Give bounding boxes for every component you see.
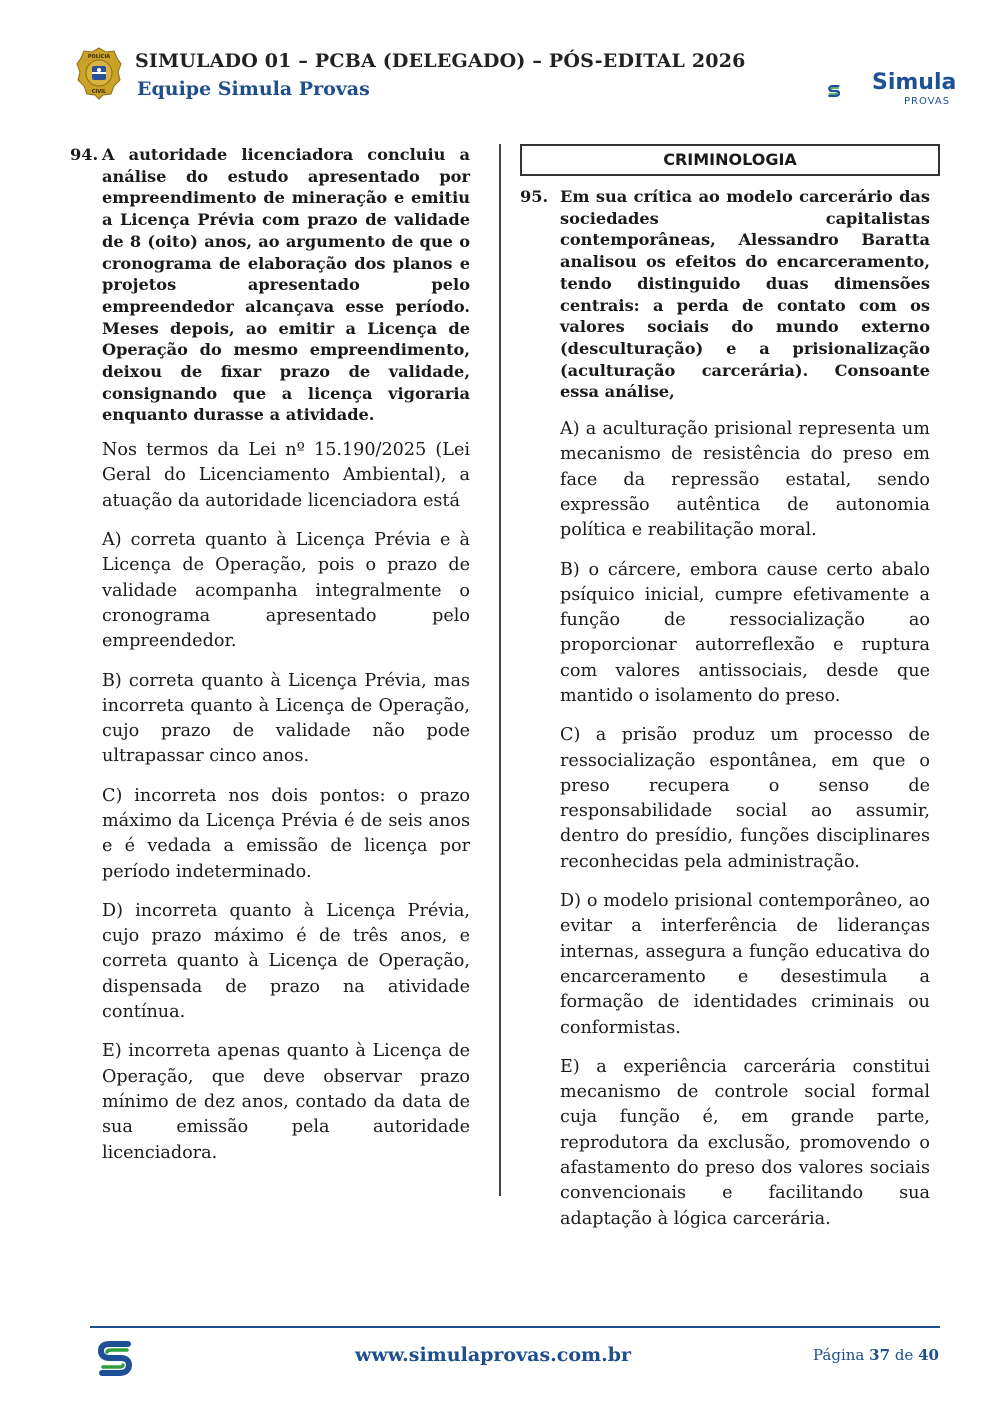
svg-text:POLÍCIA: POLÍCIA: [87, 54, 111, 60]
option-b: B) o cárcere, embora cause certo abalo psíquico inicial, cumpre efetivamente a função de ressocialização ao proporcionar autorreflexão e ruptura com valores antissociais, desde que mantido o isolamento do preso.: [560, 559, 930, 706]
section-heading: CRIMINOLOGIA: [520, 144, 940, 176]
option-c: C) incorreta nos dois pontos: o prazo máximo da Licença Prévia é de seis anos e é vedada a emissão de licença por período indeterminado.: [102, 785, 470, 882]
question-prompt: Nos termos da Lei nº 15.190/2025 (Lei Geral do Licenciamento Ambiental), a atuação da autoridade licenciadora está: [102, 440, 470, 511]
simula-logo-icon: [828, 70, 870, 112]
simula-footer-logo-icon: [96, 1338, 136, 1378]
option-d: D) o modelo prisional contemporâneo, ao evitar a interferência de lideranças internas, assegura a função educativa do encarceramento e desestimula a formação de identidades criminais ou conformistas.: [560, 891, 930, 1038]
footer-divider: [90, 1326, 940, 1328]
document-subtitle: Equipe Simula Provas: [137, 78, 370, 100]
page-header: [0, 0, 1000, 120]
option-a: A) correta quanto à Licença Prévia e à Licença de Operação, pois o prazo de validade acompanha integralmente o cronograma apresentado pelo empreendedor.: [102, 530, 470, 652]
page-label: Página: [813, 1346, 865, 1364]
question-95-body: [560, 417, 930, 1232]
logo-subtext: PROVAS: [904, 96, 951, 107]
left-column: [70, 144, 470, 1166]
page-total: 40: [918, 1346, 939, 1364]
question-94-body: [102, 438, 470, 1166]
option-a: A) a aculturação prisional representa um mecanismo de resistência do preso em face da repressão estatal, sendo expressão autêntica de autonomia política e reabilitação moral.: [560, 419, 930, 541]
option-e: E) incorreta apenas quanto à Licença de Operação, que deve observar prazo mínimo de dez anos, contado da data de sua emissão pela autoridade licenciadora.: [102, 1041, 470, 1163]
right-column: [520, 144, 930, 1232]
option-e: E) a experiência carcerária constitui mecanismo de controle social formal cuja função é, em grande parte, reprodutora da exclusão, promovendo o afastamento do preso dos valores sociais convencionais e facilitando sua adaptação à lógica carcerária.: [560, 1056, 930, 1229]
question-94-stem: [70, 144, 470, 426]
page-current: 37: [869, 1346, 891, 1364]
question-number: 95.: [520, 187, 549, 206]
police-badge-icon: [76, 46, 122, 100]
page-of: de: [894, 1346, 914, 1364]
option-b: B) correta quanto à Licença Prévia, mas incorreta quanto à Licença de Operação, cujo prazo de validade não pode ultrapassar cinco anos.: [102, 670, 470, 767]
option-c: C) a prisão produz um processo de ressocialização espontânea, em que o preso recupera o senso de responsabilidade social ao assumir, dentro do presídio, funções disciplinares reconhecidas pela administração.: [560, 725, 930, 872]
svg-text:CIVIL: CIVIL: [91, 89, 107, 95]
question-stem-text: A autoridade licenciadora concluiu a análise do estudo apresentado por empreendimento de mineração e emitiu a Licença Prévia com prazo de validade de 8 (oito) anos, ao argumento de que o cronograma de elaboração dos planos e projetos apresentado pelo empreendedor alcançava esse período. Meses depois, ao emitir a Licença de Operação do mesmo empreendimento, deixou de fixar prazo de validade, consignando que a licença vigoraria enquanto durasse a atividade.: [102, 145, 470, 425]
document-title: SIMULADO 01 – PCBA (DELEGADO) – PÓS-EDITAL 2026: [135, 50, 746, 72]
column-divider: [499, 144, 501, 1196]
question-95-stem: [520, 186, 930, 403]
question-stem-text: Em sua crítica ao modelo carcerário das sociedades capitalistas contemporâneas, Alessandro Baratta analisou os efeitos do encarceramento, tendo distinguido duas dimensões centrais: a perda de contato com os valores sociais do mundo externo (desculturação) e a prisionalização (aculturação carcerária). Consoante essa análise,: [560, 187, 930, 402]
logo-text: Simula: [872, 70, 957, 95]
option-d: D) incorreta quanto à Licença Prévia, cujo prazo máximo é de três anos, e correta quanto à Licença de Operação, dispensada de prazo na atividade contínua.: [102, 900, 470, 1023]
page-indicator: [813, 1346, 939, 1364]
question-number: 94.: [70, 145, 99, 164]
footer-website-link[interactable]: www.simulaprovas.com.br: [355, 1344, 632, 1366]
